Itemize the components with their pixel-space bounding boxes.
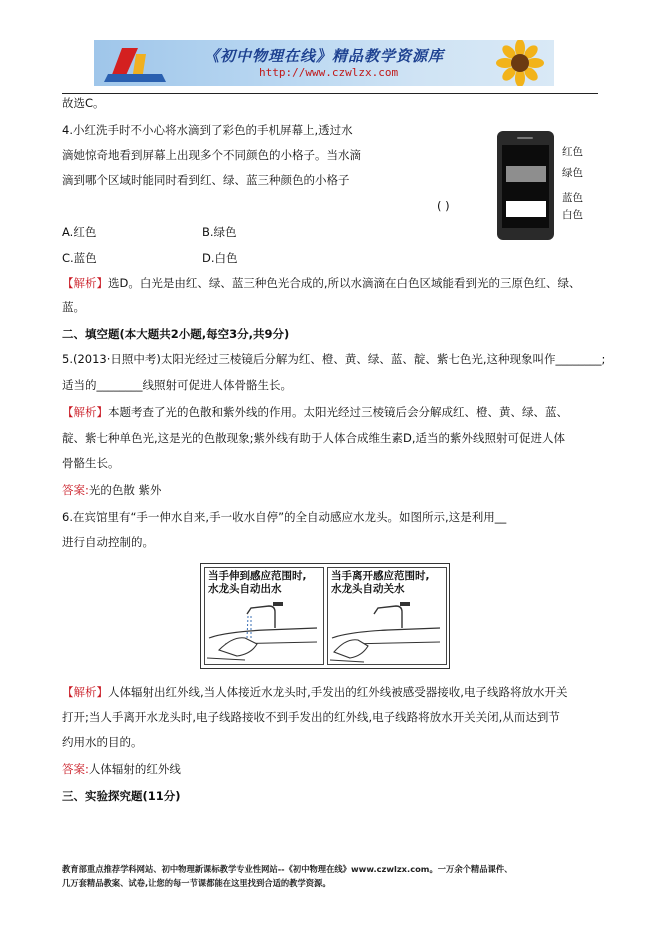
q4-option-c: C.蓝色 — [62, 251, 97, 265]
q4-analysis-text-1: 选D。白光是由红、绿、蓝三种色光合成的,所以水滴滴在白色区域能看到光的三原色红、绿、 — [108, 276, 581, 290]
faucet-caption-on-2: 水龙头自动出水 — [208, 583, 282, 595]
q6-analysis-line-3: 约用水的目的。 — [62, 735, 143, 749]
header-title: 《初中物理在线》精品教学资源库 — [204, 47, 445, 65]
q5-answer: 光的色散 紫外 — [88, 483, 162, 497]
footer-line-2: 几万套精品教案、试卷,让您的每一节课都能在这里找到合适的教学资源。 — [62, 878, 331, 888]
q5-line-2: 适当的________线照射可促进人体骨骼生长。 — [62, 378, 292, 392]
faucet-caption-on-1: 当手伸到感应范围时, — [208, 570, 307, 582]
q6-line-1: 6.在宾馆里有“手一伸水自来,手一收水自停”的全自动感应水龙头。如图所示,这是利用__ — [62, 510, 507, 524]
page-footer — [62, 862, 512, 890]
header-banner — [94, 40, 554, 86]
phone-label-white: 白色 — [562, 209, 583, 221]
q4-analysis-tag: 【解析】 — [62, 276, 108, 290]
faucet-caption-off — [331, 570, 430, 596]
phone-figure — [497, 131, 554, 240]
faucet-panel-off — [327, 567, 447, 665]
q4-option-a: A.红色 — [62, 225, 97, 239]
q6-answer: 人体辐射的红外线 — [88, 762, 181, 776]
phone-screen — [502, 145, 549, 228]
q5-analysis-text-1: 本题考查了光的色散和紫外线的作用。太阳光经过三棱镜后会分解成红、橙、黄、绿、蓝、 — [108, 405, 568, 419]
section-3-heading: 三、实验探究题(11分) — [62, 789, 181, 803]
q5-line-1: 5.(2013·日照中考)太阳光经过三棱镜后分解为红、橙、黄、绿、蓝、靛、紫七色光,这种现象叫作________; — [62, 352, 606, 366]
phone-speaker — [517, 137, 533, 139]
q4-line-1: 4.小红洗手时不小心将水滴到了彩色的手机屏幕上,透过水 — [62, 123, 353, 137]
q6-answer-line — [62, 761, 181, 777]
phone-label-red: 红色 — [562, 146, 583, 158]
header-rule — [62, 93, 598, 94]
q5-analysis-tag: 【解析】 — [62, 405, 108, 419]
q6-answer-tag: 答案: — [62, 762, 89, 776]
section-2-heading: 二、填空题(本大题共2小题,每空3分,共9分) — [62, 327, 290, 341]
q6-analysis-line-2: 打开;当人手离开水龙头时,电子线路接收不到手发出的红外线,电子线路将放水开关关闭,从而达到节 — [62, 710, 560, 724]
faucet-off-illustration — [328, 598, 446, 664]
q4-option-b: B.绿色 — [202, 225, 237, 239]
q4-analysis-line-2: 蓝。 — [62, 300, 85, 314]
logo-icon — [102, 44, 172, 84]
q6-analysis-line-1 — [62, 684, 567, 700]
q6-line-2: 进行自动控制的。 — [62, 535, 154, 549]
gray-region — [506, 166, 546, 182]
footer-line-1: 教育部重点推荐学科网站、初中物理新课标教学专业性网站--《初中物理在线》www.czwlzx.com。一万余个精品课件、 — [62, 864, 513, 874]
q5-answer-line — [62, 482, 162, 498]
faucet-panel-on — [204, 567, 324, 665]
white-region — [506, 201, 546, 217]
header-url: http://www.czwlzx.com — [259, 66, 399, 79]
q5-analysis-line-3: 骨骼生长。 — [62, 456, 120, 470]
q5-analysis-line-1 — [62, 404, 568, 420]
q4-analysis-line-1 — [62, 275, 581, 291]
faucet-caption-off-2: 水龙头自动关水 — [331, 583, 405, 595]
q4-option-d: D.白色 — [202, 251, 238, 265]
q6-analysis-text-1: 人体辐射出红外线,当人体接近水龙头时,手发出的红外线被感受器接收,电子线路将放水开关 — [108, 685, 568, 699]
faucet-caption-off-1: 当手离开感应范围时, — [331, 570, 430, 582]
q4-line-3: 滴到哪个区域时能同时看到红、绿、蓝三种颜色的小格子 — [62, 173, 350, 187]
faucet-on-illustration — [205, 598, 323, 664]
sunflower-icon — [486, 40, 554, 86]
q5-answer-tag: 答案: — [62, 483, 89, 497]
phone-label-green: 绿色 — [562, 167, 583, 179]
q4-line-2: 滴她惊奇地看到屏幕上出现多个不同颜色的小格子。当水滴 — [62, 148, 361, 162]
prev-answer: 故选C。 — [62, 96, 105, 110]
q4-answer-bracket: ( ) — [437, 199, 450, 213]
faucet-figure — [200, 563, 450, 669]
q5-analysis-line-2: 靛、紫七种单色光,这是光的色散现象;紫外线有助于人体合成维生素D,适当的紫外线照射可促进人体 — [62, 431, 566, 445]
phone-label-blue: 蓝色 — [562, 192, 583, 204]
faucet-caption-on — [208, 570, 307, 596]
q6-analysis-tag: 【解析】 — [62, 685, 108, 699]
